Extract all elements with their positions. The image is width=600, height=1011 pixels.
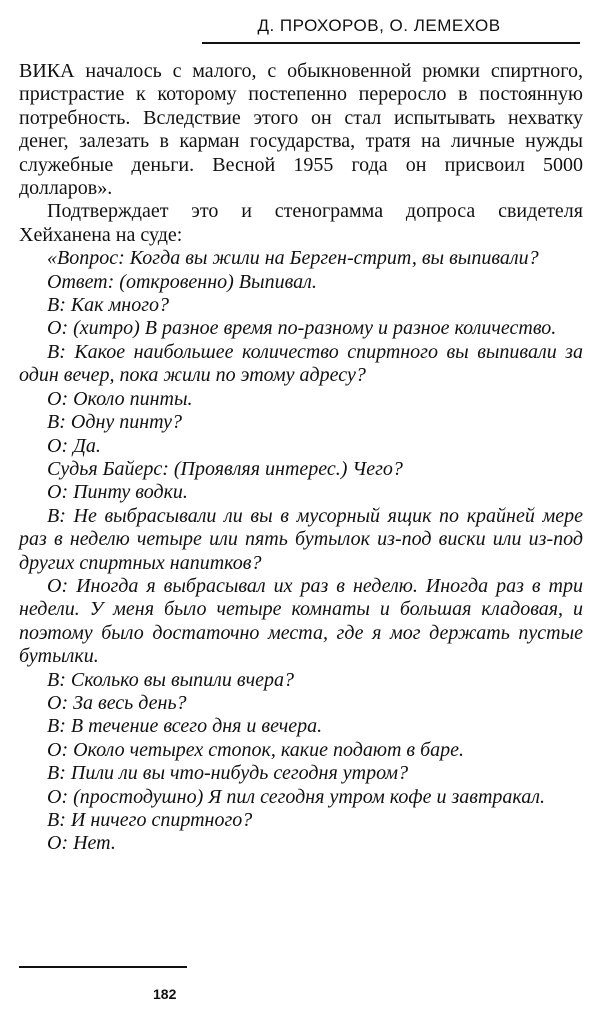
transcript-line: О: Иногда я выбрасывал их раз в неделю. Иногда раз в три недели. У меня было четыре комнаты и большая кладовая, и поэтому было достаточно места, где я мог держать пустые бутылки. — [19, 574, 583, 668]
page-number: 182 — [153, 986, 177, 1002]
transcript-line: О: Нет. — [47, 832, 116, 855]
page-body — [19, 60, 583, 856]
transcript-line: О: Пинту водки. — [47, 481, 188, 504]
transcript-line: Судья Байерс: (Проявляя интерес.) Чего? — [47, 457, 403, 480]
transcript-line: О: Да. — [47, 434, 101, 457]
transcript-line: О: (простодушно) Я пил сегодня утром кофе и завтракал. — [47, 785, 545, 808]
transcript-line: В: Как много? — [47, 294, 170, 317]
transcript-line: О: За весь день? — [47, 691, 187, 714]
transcript-line: О: Около четырех стопок, какие подают в баре. — [47, 738, 465, 761]
transcript-line: О: Около пинты. — [47, 387, 193, 410]
court-transcript — [19, 247, 583, 856]
transcript-line: О: (хитро) В разное время по-разному и разное количество. — [47, 317, 557, 340]
transcript-line: В: И ничего спиртного? — [47, 809, 253, 831]
transcript-line: «Вопрос: Когда вы жили на Берген-стрит, вы выпивали? — [47, 247, 539, 270]
footer-rule — [19, 966, 187, 968]
transcript-line: В: Сколько вы выпили вчера? — [47, 668, 295, 691]
transcript-line: В: Пили ли вы что-нибудь сегодня утром? — [47, 762, 409, 785]
paragraph: Подтверждает это и стенограмма допроса свидетеля Хейханена на суде: — [19, 200, 583, 246]
header-rule — [202, 42, 580, 44]
paragraph: ВИКА началось с малого, с обыкновенной рюмки спиртного, пристрастие к которому постепенно переросло в постоянную потребность. Вследствие этого он стал испытывать нехватку денег, залезать в карман государства, тратя на личные нужды служебные деньги. Весной 1955 года он присвоил 5000 долларов». — [19, 60, 583, 200]
transcript-line: В: Какое наибольшее количество спиртного вы выпивали за один вечер, пока жили по этому адресу? — [19, 340, 583, 387]
transcript-line: Ответ: (откровенно) Выпивал. — [47, 270, 317, 293]
running-header — [24, 10, 584, 42]
running-header-title: Д. ПРОХОРОВ, О. ЛЕМЕХОВ — [257, 16, 501, 35]
transcript-line: В: Одну пинту? — [47, 411, 182, 434]
transcript-line: В: В течение всего дня и вечера. — [47, 715, 323, 738]
transcript-line: В: Не выбрасывали ли вы в мусорный ящик по крайней мере раз в неделю четыре или пять бутылок из-под виски или из-под других спиртных напитков? — [19, 504, 583, 574]
